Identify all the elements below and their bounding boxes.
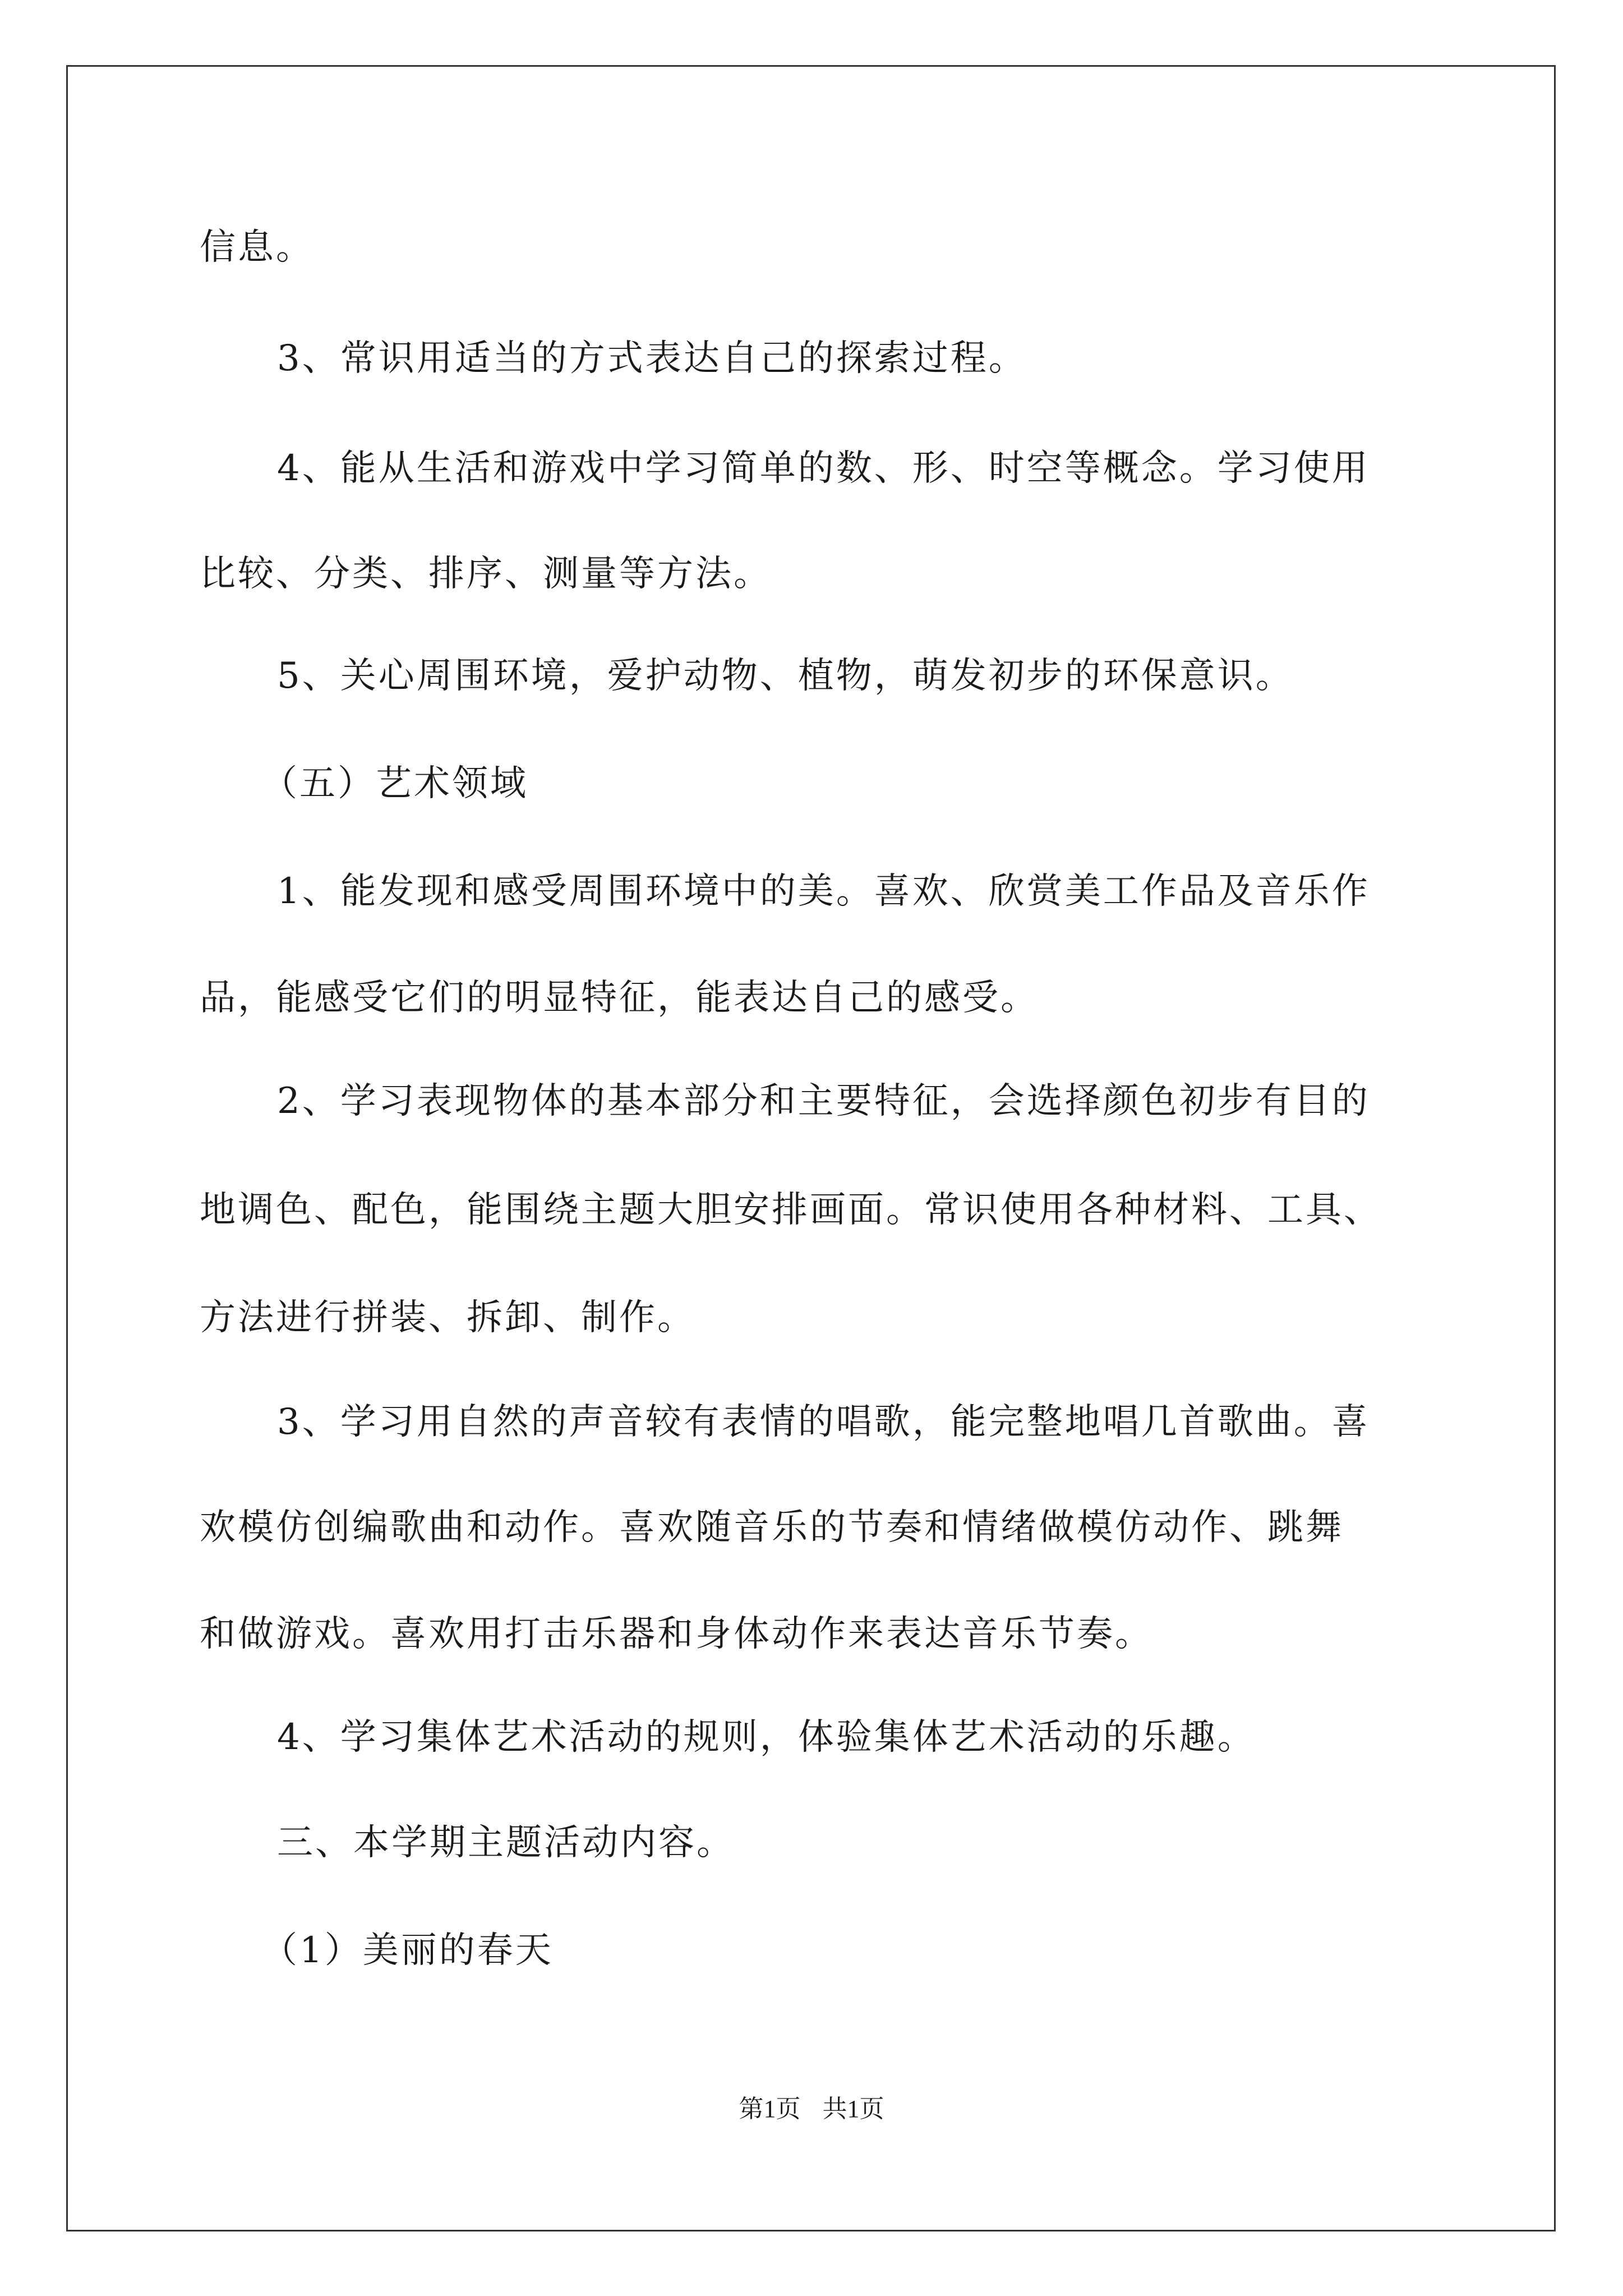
paragraph-line: 方法进行拼装、拆卸、制作。 (200, 1297, 695, 1338)
section-heading: （五）艺术领域 (261, 763, 528, 804)
section-heading: 三、本学期主题活动内容。 (277, 1822, 735, 1864)
paragraph-line: 3、学习用自然的声音较有表情的唱歌，能完整地唱几首歌曲。喜 (277, 1401, 1370, 1443)
paragraph-line: 3、常识用适当的方式表达自己的探索过程。 (277, 338, 1027, 379)
paragraph-line: 欢模仿创编歌曲和动作。喜欢随音乐的节奏和情绪做模仿动作、跳舞 (200, 1507, 1344, 1548)
page-number-total: 共1页 (822, 2095, 884, 2123)
paragraph-line: 4、能从生活和游戏中学习简单的数、形、时空等概念。学习使用 (277, 448, 1370, 489)
paragraph-line: 比较、分类、排序、测量等方法。 (200, 553, 772, 595)
paragraph-line: 地调色、配色，能围绕主题大胆安排画面。常识使用各种材料、工具、 (200, 1189, 1382, 1231)
paragraph-line: 4、学习集体艺术活动的规则，体验集体艺术活动的乐趣。 (277, 1717, 1256, 1758)
paragraph-line: 2、学习表现物体的基本部分和主要特征，会选择颜色初步有目的 (277, 1080, 1370, 1122)
paragraph-line: 5、关心周围环境，爱护动物、植物，萌发初步的环保意识。 (277, 655, 1294, 697)
subsection-heading: （1）美丽的春天 (261, 1930, 554, 1971)
page-number-current: 第1页 (739, 2095, 801, 2123)
paragraph-line: 品，能感受它们的明显特征，能表达自己的感受。 (200, 977, 1039, 1019)
paragraph-line: 信息。 (200, 227, 314, 268)
page-footer (0, 2092, 1623, 2126)
page-border (66, 65, 1556, 2231)
paragraph-line: 1、能发现和感受周围环境中的美。喜欢、欣赏美工作品及音乐作 (277, 871, 1370, 912)
paragraph-line: 和做游戏。喜欢用打击乐器和身体动作来表达音乐节奏。 (200, 1613, 1153, 1655)
